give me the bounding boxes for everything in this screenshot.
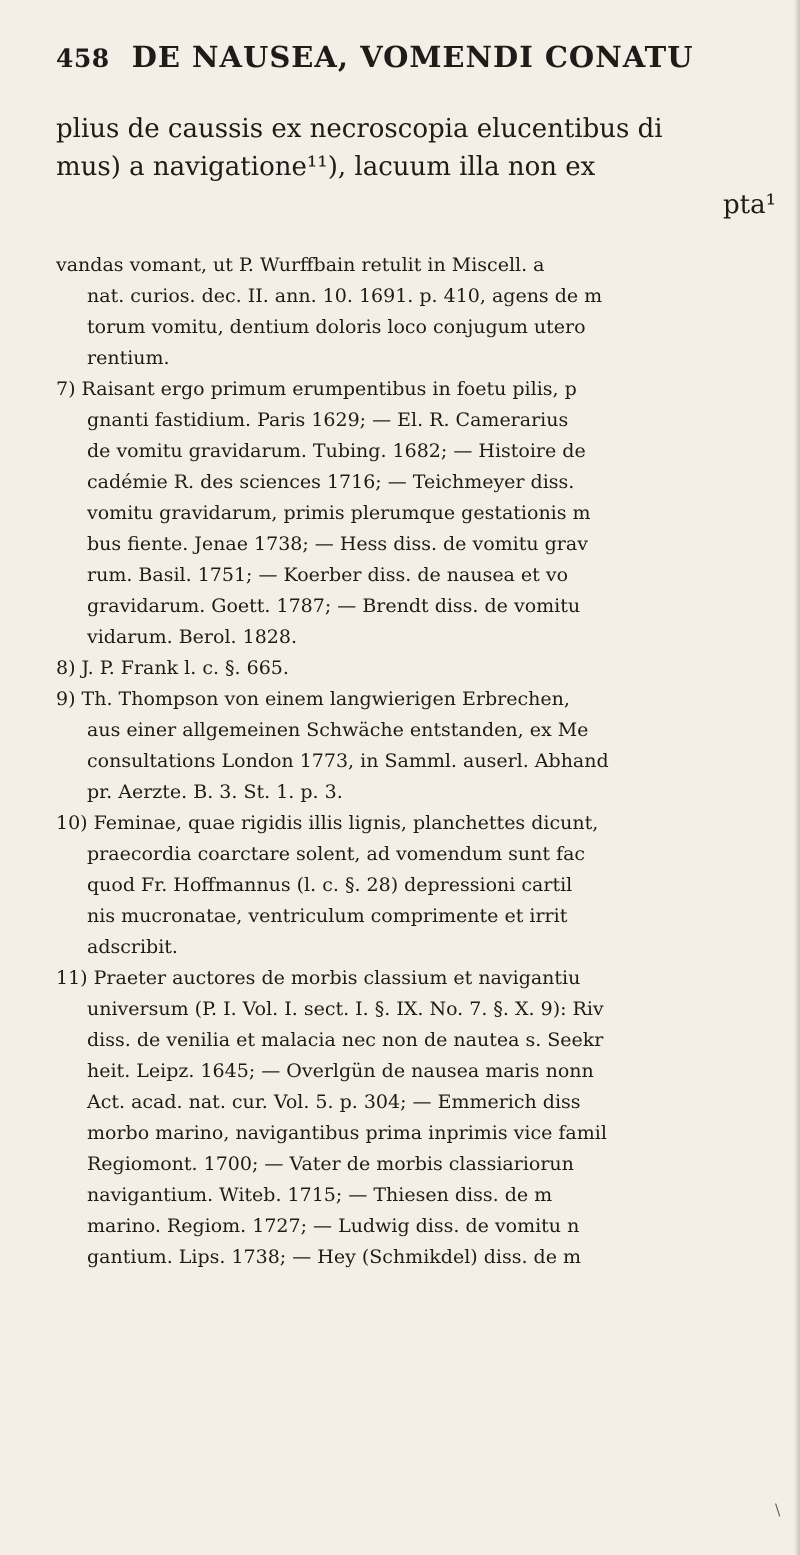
footnote-line: torum vomitu, dentium doloris loco conjugum utero — [87, 316, 586, 338]
footnote-line: Act. acad. nat. cur. Vol. 5. p. 304; — Emmerich diss — [87, 1091, 581, 1113]
footnote-line: universum (P. I. Vol. I. sect. I. §. IX. No. 7. §. X. 9): Riv — [87, 998, 604, 1020]
footnote-line: 7) Raisant ergo primum erumpentibus in foetu pilis, p — [56, 378, 577, 400]
footnote-line: gravidarum. Goett. 1787; — Brendt diss. de vomitu — [87, 595, 581, 617]
footnote-line: vidarum. Berol. 1828. — [87, 626, 297, 648]
footnote-line: bus fiente. Jenae 1738; — Hess diss. de vomitu grav — [87, 533, 588, 555]
main-text-line-3: pta¹ — [722, 190, 776, 220]
footnote-line: morbo marino, navigantibus prima inprimis vice famil — [87, 1122, 607, 1144]
footnote-line: rum. Basil. 1751; — Koerber diss. de nausea et vo — [87, 564, 569, 586]
footnote-line: praecordia coarctare solent, ad vomendum sunt fac — [87, 843, 586, 865]
footnote-line: 11) Praeter auctores de morbis classium et navigantiu — [56, 967, 581, 989]
footnote-line: consultations London 1773, in Samml. auserl. Abhand — [87, 750, 609, 772]
running-title: DE NAUSEA, VOMENDI CONATU — [131, 40, 694, 74]
footnote-line: pr. Aerzte. B. 3. St. 1. p. 3. — [87, 781, 343, 803]
footnote-line: de vomitu gravidarum. Tubing. 1682; — Histoire de — [87, 440, 586, 462]
page-header — [56, 40, 776, 74]
footnote-line: marino. Regiom. 1727; — Ludwig diss. de vomitu n — [87, 1215, 580, 1237]
main-text-line-2: mus) a navigatione¹¹), lacuum illa non ex — [56, 152, 596, 182]
footnote-line: gnanti fastidium. Paris 1629; — El. R. Camerarius — [87, 409, 569, 431]
page-edge-shadow — [794, 0, 800, 1555]
main-text-line-1: plius de caussis ex necroscopia elucentibus di — [56, 114, 663, 144]
footnote-line: rentium. — [87, 347, 170, 369]
footnote-line: 8) J. P. Frank l. c. §. 665. — [56, 657, 289, 679]
footnote-line: navigantium. Witeb. 1715; — Thiesen diss. de m — [87, 1184, 553, 1206]
footnote-line: heit. Leipz. 1645; — Overlgün de nausea maris nonn — [87, 1060, 594, 1082]
footnote-line: 9) Th. Thompson von einem langwierigen Erbrechen, — [56, 688, 570, 710]
footnote-line: 10) Feminae, quae rigidis illis lignis, planchettes dicunt, — [56, 812, 599, 834]
footnote-line: nis mucronatae, ventriculum comprimente et irrit — [87, 905, 568, 927]
bottom-mark: \ — [775, 1500, 781, 1519]
footnote-line: gantium. Lips. 1738; — Hey (Schmikdel) diss. de m — [87, 1246, 582, 1268]
footnote-line: adscribit. — [87, 936, 178, 958]
footnote-line: quod Fr. Hoffmannus (l. c. §. 28) depressioni cartil — [87, 874, 573, 896]
footnotes — [56, 250, 778, 1273]
footnote-line: Regiomont. 1700; — Vater de morbis classiariorun — [87, 1153, 574, 1175]
page-number: 458 — [56, 44, 110, 73]
footnote-line: diss. de venilia et malacia nec non de nautea s. Seekr — [87, 1029, 604, 1051]
footnote-line: vomitu gravidarum, primis plerumque gestationis m — [87, 502, 591, 524]
main-text-block — [56, 110, 776, 224]
footnote-line: aus einer allgemeinen Schwäche entstanden, ex Me — [87, 719, 589, 741]
footnote-line: cadémie R. des sciences 1716; — Teichmeyer diss. — [87, 471, 575, 493]
footnote-line: nat. curios. dec. II. ann. 10. 1691. p. 410, agens de m — [87, 285, 603, 307]
footnote-line: vandas vomant, ut P. Wurffbain retulit in Miscell. a — [56, 254, 545, 276]
